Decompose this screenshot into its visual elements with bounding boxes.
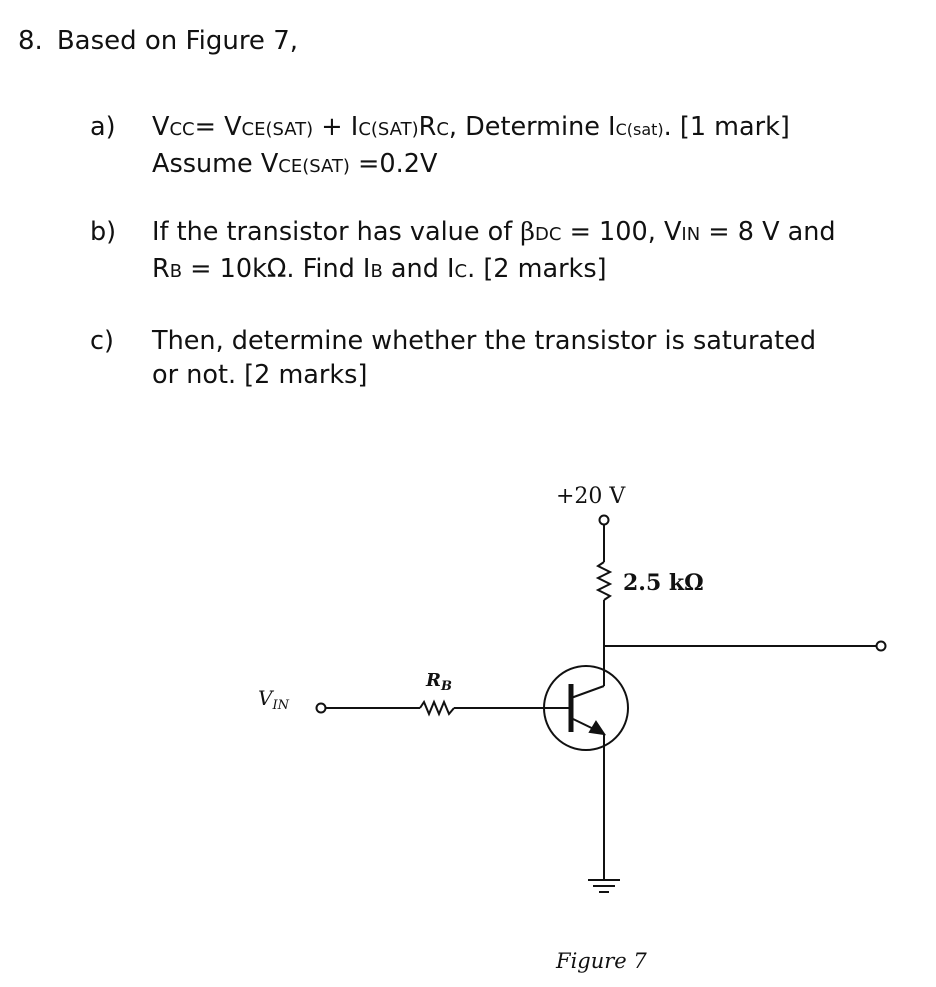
ic-subscript: C(SAT) bbox=[358, 119, 419, 140]
question-title: Based on Figure 7, bbox=[56, 26, 298, 56]
part-c-line1: Then, determine whether the transistor is saturated bbox=[152, 326, 817, 356]
vcc-symbol: V bbox=[152, 112, 170, 142]
rb-subscript: B bbox=[169, 261, 183, 282]
vin-subscript: IN bbox=[681, 224, 701, 245]
part-c-line2: or not. [2 marks] bbox=[152, 360, 368, 390]
rb-resistor bbox=[420, 702, 454, 714]
rc-symbol: R bbox=[418, 112, 437, 142]
part-a-text bbox=[152, 110, 790, 184]
part-b-line1 bbox=[152, 215, 836, 252]
output-terminal bbox=[877, 642, 886, 651]
part-b-line2 bbox=[152, 252, 836, 289]
vin-symbol: V bbox=[663, 217, 682, 247]
part-b-text bbox=[152, 215, 836, 289]
vce-assume-symbol: V bbox=[260, 149, 279, 179]
question-number: 8. bbox=[18, 26, 43, 56]
rc-resistor bbox=[598, 562, 610, 600]
ic-find-subscript: C bbox=[454, 261, 468, 282]
rb-label-r: R bbox=[426, 670, 441, 691]
supply-terminal bbox=[600, 516, 609, 525]
marks-a: . [1 mark] bbox=[663, 112, 790, 142]
determine-text: , Determine bbox=[448, 112, 609, 142]
part-c-text bbox=[152, 324, 816, 392]
beta-symbol: β bbox=[520, 217, 536, 247]
question-heading bbox=[18, 26, 298, 56]
vcc-subscript: CC bbox=[169, 119, 195, 140]
vin-value: = 8 V and bbox=[700, 217, 836, 247]
part-a-line1 bbox=[152, 110, 790, 147]
plus-sign: + bbox=[313, 112, 351, 142]
vce-symbol: V bbox=[224, 112, 242, 142]
transistor-text: If the transistor has value of bbox=[152, 217, 521, 247]
vce-assume-subscript: CE(SAT) bbox=[278, 156, 350, 177]
vce-subscript: CE(SAT) bbox=[241, 119, 314, 140]
vin-terminal bbox=[317, 704, 326, 713]
rb-label-sub: B bbox=[440, 679, 452, 694]
vin-label bbox=[258, 686, 290, 713]
supply-label: +20 V bbox=[556, 484, 626, 509]
ib-subscript: B bbox=[370, 261, 383, 282]
ib-symbol: I bbox=[362, 254, 371, 284]
circuit-figure bbox=[0, 470, 936, 987]
and-text: and bbox=[382, 254, 447, 284]
part-a-line2 bbox=[152, 147, 790, 184]
rc-subscript: C bbox=[436, 119, 449, 140]
equals-sign: = bbox=[194, 112, 225, 142]
rb-label bbox=[425, 670, 452, 694]
vce-assume-value: =0.2V bbox=[349, 149, 438, 179]
ic-find-symbol: I bbox=[447, 254, 455, 284]
assume-text: Assume bbox=[152, 149, 261, 179]
icsat-symbol: I bbox=[608, 112, 616, 142]
vin-label-sub: IN bbox=[272, 698, 289, 713]
vin-label-v: V bbox=[258, 686, 273, 710]
part-a-label: a) bbox=[90, 112, 116, 142]
beta-subscript: DC bbox=[535, 224, 562, 245]
icsat-subscript: C(sat) bbox=[615, 120, 664, 139]
figure-caption: Figure 7 bbox=[556, 949, 647, 973]
emitter-arrow-icon bbox=[590, 722, 604, 734]
part-c-label: c) bbox=[90, 326, 114, 356]
rb-value: = 10kΩ. Find bbox=[182, 254, 363, 284]
ic-symbol: I bbox=[350, 112, 359, 142]
part-b-label: b) bbox=[90, 217, 117, 247]
marks-b: . [2 marks] bbox=[467, 254, 607, 284]
rb-symbol: R bbox=[152, 254, 170, 284]
beta-value: = 100, bbox=[561, 217, 664, 247]
rc-value-label: 2.5 kΩ bbox=[623, 570, 704, 596]
transistor-collector-lead bbox=[571, 686, 604, 698]
